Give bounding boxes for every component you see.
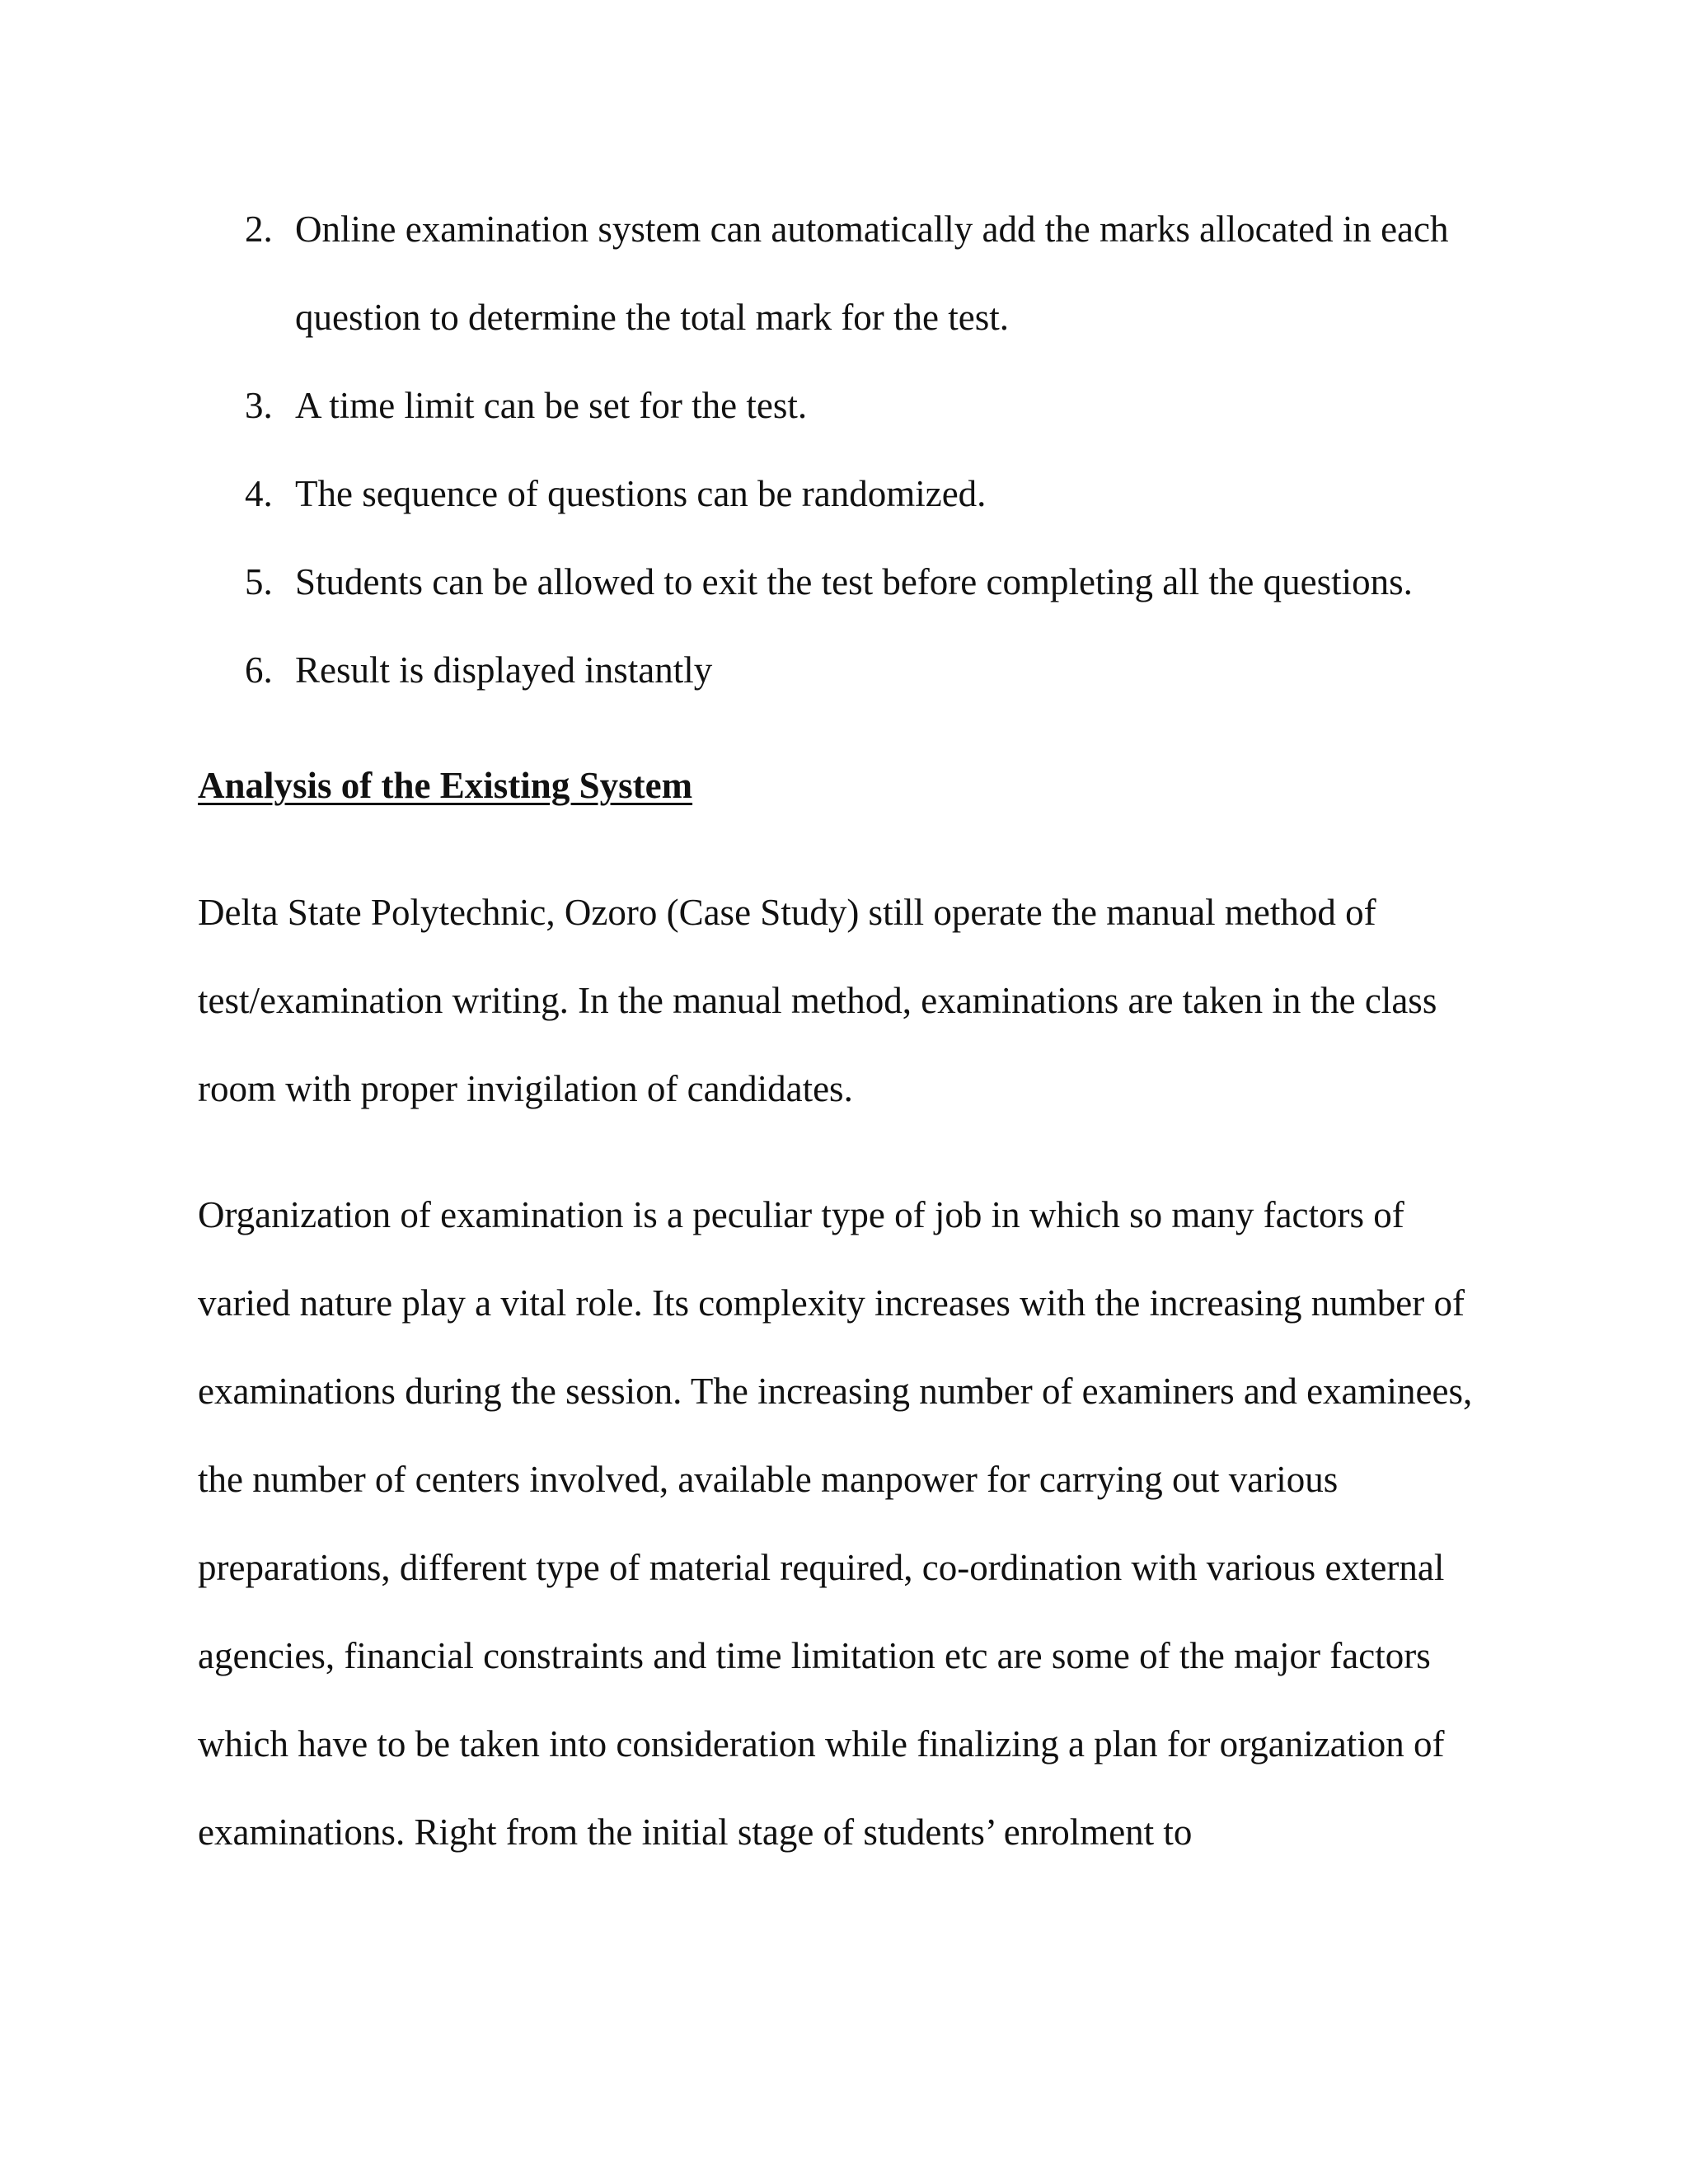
section-heading: Analysis of the Existing System xyxy=(198,765,693,806)
list-item-text: The sequence of questions can be randomized. xyxy=(295,473,987,514)
list-item-number: 6. xyxy=(245,649,273,691)
list-item-text: A time limit can be set for the test. xyxy=(295,385,808,426)
list-item xyxy=(0,362,1449,450)
list-item-number: 3. xyxy=(245,385,273,426)
list-item-number: 2. xyxy=(245,209,273,250)
list-item xyxy=(0,626,1449,715)
list-item xyxy=(0,185,1449,362)
paragraph-existing-system: Delta State Polytechnic, Ozoro (Case Study) still operate the manual method of test/examination writing. In the manual method, examinations are taken in the class room with proper invigilation of candidates. xyxy=(198,892,1437,1109)
list-item-number: 4. xyxy=(245,473,273,514)
list-item xyxy=(0,538,1449,626)
list-item xyxy=(0,450,1449,538)
numbered-list xyxy=(0,185,1449,715)
list-item-text: Online examination system can automatically add the marks allocated in each question to determine the total mark for the test. xyxy=(295,209,1449,338)
paragraph-organization: Organization of examination is a peculiar type of job in which so many factors of varied nature play a vital role. Its complexity increases with the increasing number of examinations during the session. The increasing number of examiners and examinees, the number of centers involved, available manpower for carrying out various preparations, different type of material required, co-ordination with various external agencies, financial constraints and time limitation etc are some of the major factors which have to be taken into consideration while finalizing a plan for organization of examinations. Right from the initial stage of students’ enrolment to xyxy=(198,1194,1473,1853)
list-item-number: 5. xyxy=(245,561,273,602)
list-item-text: Students can be allowed to exit the test before completing all the questions. xyxy=(295,561,1413,602)
list-item-text: Result is displayed instantly xyxy=(295,649,713,691)
